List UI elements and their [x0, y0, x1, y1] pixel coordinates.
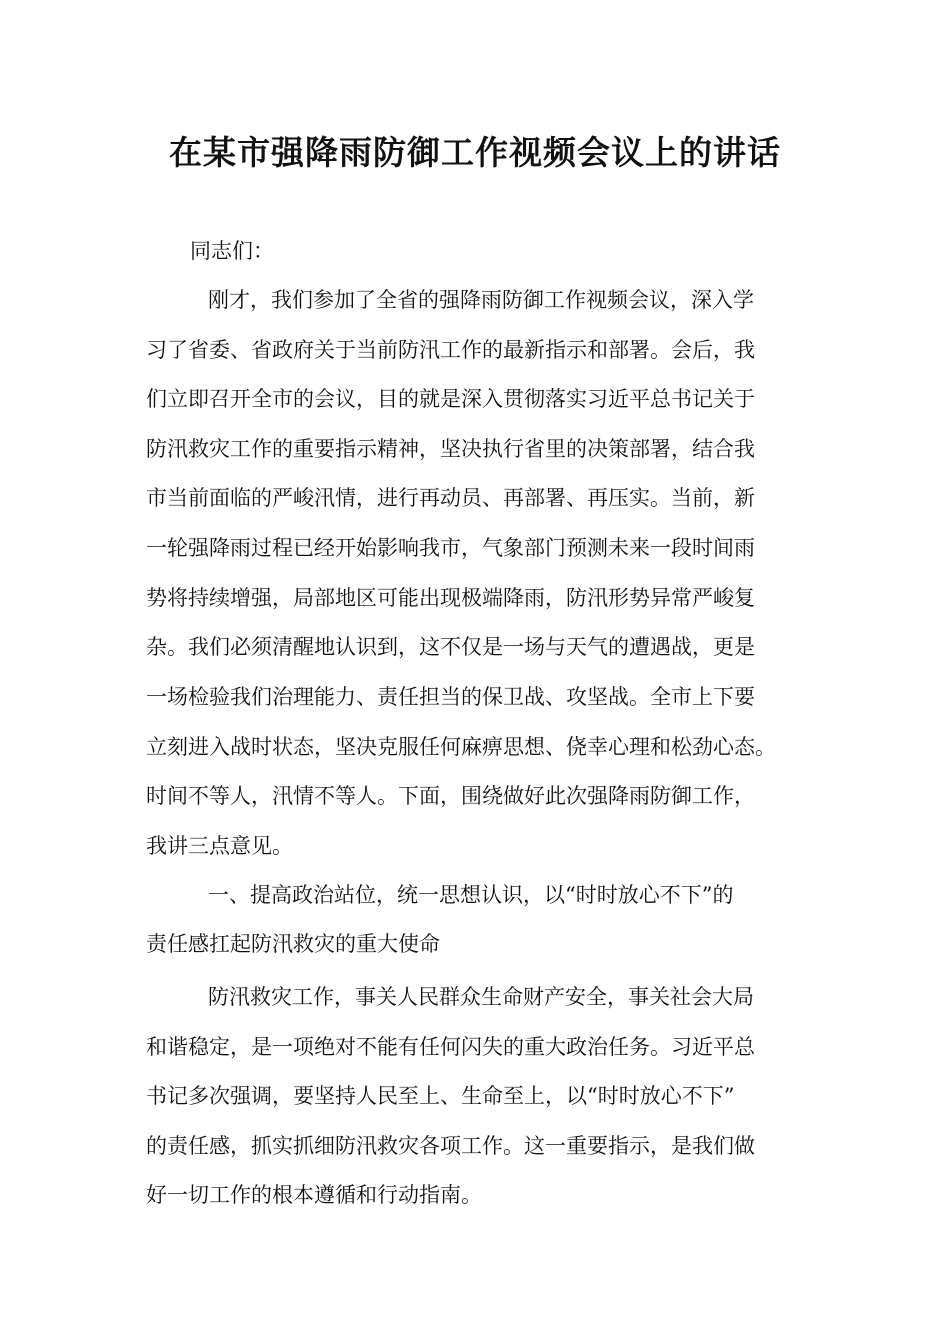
paragraph-line: 防汛救灾工作的重要指示精神，坚决执行省里的决策部署，结合我 — [146, 437, 755, 461]
paragraph-line: 好一切工作的根本遵循和行动指南。 — [146, 1183, 482, 1207]
document-title: 在某市强降雨防御工作视频会议上的讲话 — [169, 133, 781, 172]
paragraph-line: 和谐稳定，是一项绝对不能有任何闪失的重大政治任务。习近平总 — [146, 1035, 755, 1059]
paragraph-line: 习了省委、省政府关于当前防汛工作的最新指示和部署。会后，我 — [146, 338, 755, 362]
paragraph-line: 们立即召开全市的会议，目的就是深入贯彻落实习近平总书记关于 — [146, 387, 755, 411]
paragraph-line: 一场检验我们治理能力、责任担当的保卫战、攻坚战。全市上下要 — [146, 685, 755, 709]
paragraph-line: 我讲三点意见。 — [146, 834, 293, 858]
paragraph-line: 刚才，我们参加了全省的强降雨防御工作视频会议，深入学 — [208, 288, 754, 312]
paragraph-line: 的责任感，抓实抓细防汛救灾各项工作。这一重要指示，是我们做 — [146, 1134, 755, 1158]
paragraph-line: 防汛救灾工作，事关人民群众生命财产安全，事关社会大局 — [208, 985, 754, 1009]
paragraph-line: 势将持续增强，局部地区可能出现极端降雨，防汛形势异常严峻复 — [146, 586, 755, 610]
paragraph-line: 时间不等人，汛情不等人。下面，围绕做好此次强降雨防御工作， — [146, 784, 755, 808]
paragraph-line: 市当前面临的严峻汛情，进行再动员、再部署、再压实。当前，新 — [146, 486, 755, 510]
heading-line: 一、提高政治站位，统一思想认识，以“时时放心不下”的 — [208, 883, 734, 907]
paragraph-line: 立刻进入战时状态，坚决克服任何麻痹思想、侥幸心理和松劲心态。 — [146, 735, 776, 759]
heading-line: 责任感扛起防汛救灾的重大使命 — [146, 932, 440, 956]
paragraph-line: 一轮强降雨过程已经开始影响我市，气象部门预测未来一段时间雨 — [146, 536, 755, 560]
paragraph-line: 书记多次强调，要坚持人民至上、生命至上，以“时时放心不下” — [146, 1084, 735, 1108]
salutation: 同志们： — [190, 239, 274, 263]
paragraph-line: 杂。我们必须清醒地认识到，这不仅是一场与天气的遭遇战，更是 — [146, 635, 755, 659]
